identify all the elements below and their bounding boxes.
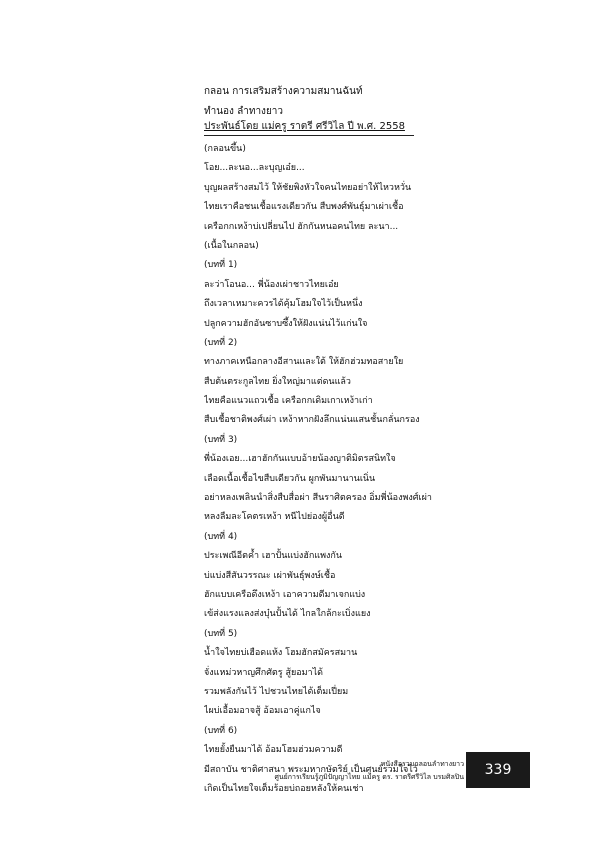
poem-line: เกิดเป็นไทยใจเต็มร้อยบ่ถอยหลังให้คนเช่า [204,783,364,794]
footer-book-title: หนังสือรวมกลอนลำทางยาว [380,760,464,768]
poem-body [204,140,504,799]
poem-line: ถึงเวลาเหมาะควรได้คุ้มโฮมใจไว้เป็นหนึ่ง [204,299,363,310]
poem-line: เข้ส่งแรงแลงส่งบุ๋นปั้นได้ ไกลใกล้กะเบิ่งแยง [204,609,371,620]
poem-line: (บทที่ 4) [204,531,238,542]
poem-line: โอย...ละนอ...ละบุญเอ๋ย... [204,163,305,174]
poem-line: เครือกกเหง้าบ่เปลี่ยนไป ฮักกันหนอคนไทย ละนา... [204,221,399,232]
poem-line: (เนื้อในกลอน) [204,240,259,251]
poem-line: ไทยคือแนวแถวเชื้อ เครือกกเดิมเกาเหง้าเก่า [204,396,373,407]
page-number: 339 [484,762,512,778]
poem-line: ประเพณีอีตค้ำ เฮาปั้นแบ่งฮักแพงกัน [204,551,342,562]
poem-line: (บทที่ 2) [204,337,238,348]
poem-line: น้ำใจไทยบ่เฮือดแห้ง โฮมฮักสมัครสมาน [204,648,358,659]
poem-line: ฮักแบบเครือดึงเหง้า เอาความดีมาเจกแบ่ง [204,589,366,600]
poem-line: (บทที่ 3) [204,434,238,445]
poem-line: สืบต้นตระกูลไทย ยิ่งใหญ่มาแต่ดนแล้ว [204,376,351,387]
poem-line: เลือดเนื้อเชื้อไขสืบเดียวกัน ผูกพันมานานเนิ่น [204,473,376,484]
poem-line: ไทยยั้งยืนมาได้ อ้อมโฮมฮ่วมความดี [204,745,343,756]
header-divider [204,135,414,136]
poem-melody: ทำนอง ลำทางยาว [204,106,284,117]
poem-line: ไทยเราคือชนเชื้อแรงเดียวกัน สืบพงศ์พันธุ์มาเผ่าเชื้อ [204,202,404,213]
poem-title: กลอน การเสริมสร้างความสมานฉันท์ [204,86,363,97]
poem-line: ทางภาคเหนือกลางอีสานและใต้ ให้ฮักฮ่วมทอสายใย [204,357,404,368]
poem-line: ปลูกความฮักอันซาบซึ้งให้ฝังแน่นไว้แก่นใจ [204,318,368,329]
poem-line: (บทที่ 1) [204,260,238,271]
poem-line: หลงลืมละโคตรเหง้า หนีไปย่องผู้อื่นดี [204,512,345,523]
poem-line: ละว่าโอนอ... พี่น้องเผ่าชาวไทยเอ๋ย [204,279,339,290]
poem-line: บุญผลสร้างสมไว้ ให้ชัยพิงหัวใจคนไทยอย่าให้ไหวหวั่น [204,182,412,193]
poem-line: ไผบ่เอื้อมอาจสู้ อ้อมเอาคู่แกไจ [204,706,321,717]
poem-line: (บทที่ 6) [204,725,238,736]
poem-line: (กลอนขึ้น) [204,144,246,154]
poem-line: บ่แบ่งสีสันวรรณะ เผ่าพันธุ์พงษ์เชื้อ [204,570,336,581]
footer-center-name: ศูนย์การเรียนรู้ภูมิปัญญาไทย แม่ครู ดร. ราตรีศรีวิไล บรมศิลปิน [274,773,464,781]
poem-line: พี่น้องเอย...เฮาฮักกันแบบอ้ายน้องญาติมิตรสนิทใจ [204,454,396,465]
poem-author-credit: ประพันธ์โดย แม่ครู ราตรี ศรีวิไล ปี พ.ศ. 2558 [204,121,405,132]
poem-line: รวมพลังกันไว้ ไปชวนไทยได้เต็มเปี่ยม [204,686,349,697]
poem-line: มีสถาบัน ชาติศาสนา พระมหากษัตริย์ เป็นศูนย์รวมใจไว้ [204,764,418,775]
poem-line: สืบเชื้อชาติพงศ์เผ่า เหง้าหากฝังลึกแน่นแสนชั้นกลั่นกรอง [204,415,420,426]
poem-line: จั่งแหม่วหาญศึกศัตรู สู้ยอมาได้ [204,667,323,678]
poem-line: อย่าหลงเพลินนำสิ่งสืบสื่อผ่า สีนราศิตครอง อิ่มพี่น้องพงศ์เผ่า [204,493,432,504]
poem-line: (บทที่ 5) [204,628,238,639]
page-number-box [466,752,530,788]
